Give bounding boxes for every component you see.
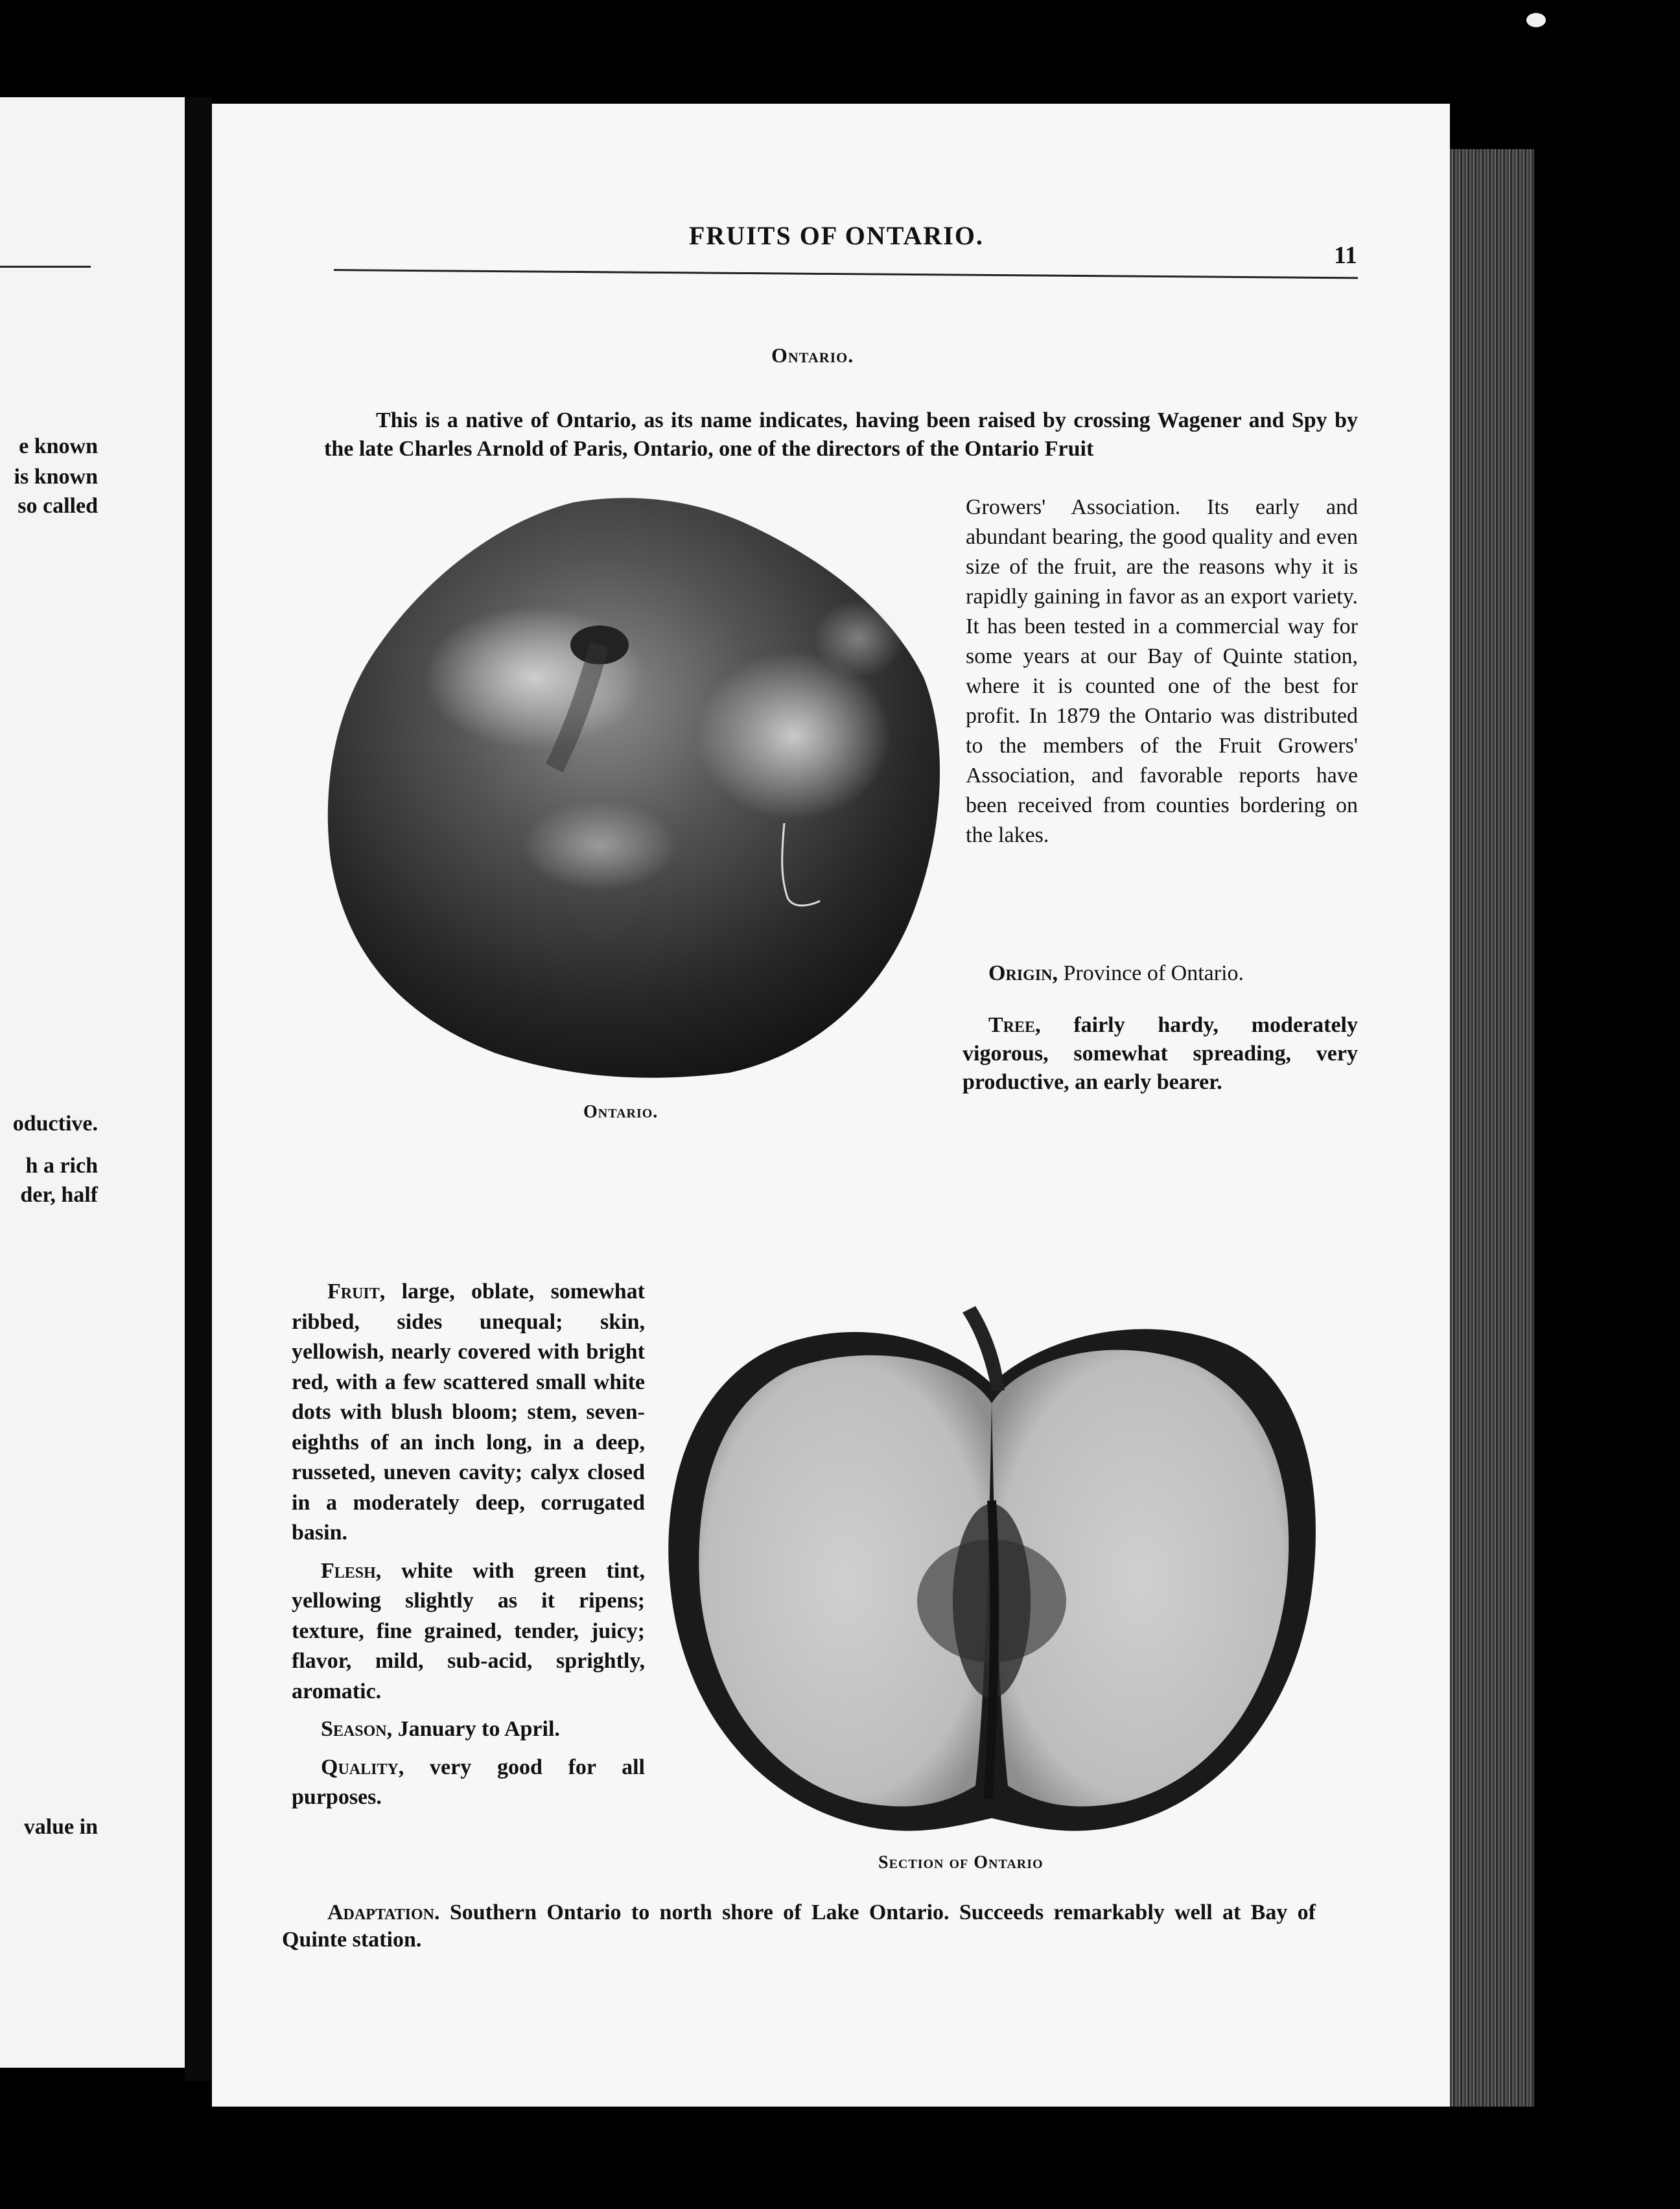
description-paragraph: Growers' Association. Its early and abundant bearing, the good quality and even size of the fruit, are the reasons why it is rapidly gaining in favor as an export variety. It has been tested in a commercial way for some years at our Bay of Quinte station, where it is counted one of the best for profit. In 1879 the Ontario was distributed to the members of the Fruit Growers' Association, and favorable reports have been received from counties bordering on the lakes. <box>966 495 1358 847</box>
figure-caption-section: Section of Ontario <box>878 1853 1044 1873</box>
adaptation-paragraph <box>282 1899 1316 1954</box>
page-number: 11 <box>1334 242 1357 269</box>
fruit-paragraph <box>292 1277 645 1549</box>
season-text: January to April. <box>392 1717 560 1741</box>
apple-section-illustration <box>658 1306 1325 1844</box>
origin-text: Province of Ontario. <box>1057 961 1244 985</box>
left-fragment-line: is known <box>14 465 98 489</box>
book-gutter <box>185 97 212 2081</box>
fruit-label: Fruit, <box>327 1280 386 1303</box>
left-page-rule <box>0 266 91 268</box>
quality-label: Quality, <box>321 1755 404 1779</box>
left-fragment-line: so called <box>18 494 98 518</box>
figure-caption-whole: Ontario. <box>583 1102 659 1122</box>
origin-label: Origin, <box>988 961 1058 985</box>
season-label: Season, <box>321 1717 393 1741</box>
running-header: FRUITS OF ONTARIO. <box>689 221 984 250</box>
origin-paragraph <box>988 959 1358 988</box>
tree-label: Tree, <box>988 1013 1041 1037</box>
section-title: Ontario. <box>771 344 854 367</box>
page-edges <box>1450 149 1534 2107</box>
flesh-label: Flesh, <box>321 1558 382 1583</box>
tree-paragraph <box>962 1011 1358 1097</box>
left-fragment-line: der, half <box>20 1183 98 1207</box>
left-page-fragment <box>0 97 185 2068</box>
fruit-description-column <box>292 1277 645 1821</box>
scan-speck <box>1526 13 1546 27</box>
intro-paragraph: This is a native of Ontario, as its name indicates, having been raised by crossing Wagener and Spy by the late Charles Arnold of Paris, Ontario, one of the directors of the Ontario Fruit <box>324 408 1358 461</box>
season-paragraph <box>292 1714 645 1745</box>
left-fragment-line: oductive. <box>12 1112 98 1136</box>
quality-text: very good for all purposes. <box>292 1755 645 1809</box>
tree-text: fairly hardy, moderately vigorous, somewhat spreading, very productive, an early bearer. <box>962 1013 1358 1094</box>
left-fragment-line: value in <box>23 1815 98 1839</box>
flesh-text: white with green tint, yellowing slightly as it ripens; texture, fine grained, tender, juicy; flavor, mild, sub-acid, sprightly, aromatic. <box>292 1558 645 1703</box>
whole-apple-illustration <box>327 496 946 1079</box>
left-fragment-line: h a rich <box>25 1154 98 1178</box>
flesh-paragraph <box>292 1556 645 1707</box>
quality-paragraph <box>292 1753 645 1813</box>
fruit-text: large, oblate, somewhat ribbed, sides unequal; skin, yellowish, nearly covered with bright red, with a few scattered small white dots with blush bloom; stem, seven-eighths of an inch long, in a deep, russeted, uneven cavity; calyx closed in a moderately deep, corrugated basin. <box>292 1280 645 1545</box>
adaptation-text: Southern Ontario to north shore of Lake Ontario. Succeeds remarkably well at Bay of Quinte station. <box>282 1900 1316 1952</box>
left-fragment-line: e known <box>19 434 98 458</box>
adaptation-label: Adaptation. <box>327 1900 440 1924</box>
